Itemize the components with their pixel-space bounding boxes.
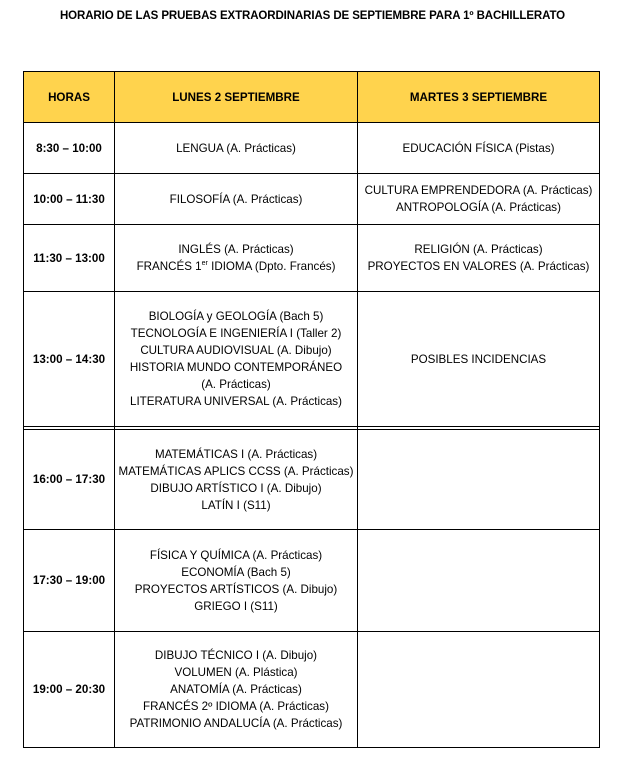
header-martes: MARTES 3 SEPTIEMBRE <box>358 72 600 123</box>
exam-item-text: FRANCÉS 1 <box>136 260 202 273</box>
monday-cell <box>115 632 358 748</box>
exam-item: MATEMÁTICAS I (A. Prácticas) <box>154 447 318 461</box>
ordinal-superscript: er <box>201 260 208 268</box>
exam-item: ANTROPOLOGÍA (A. Prácticas) <box>396 201 561 214</box>
exam-item: MATEMÁTICAS APLICS CCSS (A. Prácticas) <box>118 464 354 478</box>
exam-item: DIBUJO ARTÍSTICO I (A. Dibujo) <box>150 481 322 495</box>
exam-item: POSIBLES INCIDENCIAS <box>410 352 547 366</box>
header-row <box>24 72 600 123</box>
header-horas: HORAS <box>24 72 115 123</box>
exam-item: LATÍN I (S11) <box>201 498 271 512</box>
exam-item: PROYECTOS ARTÍSTICOS (A. Dibujo) <box>134 582 338 596</box>
time-cell: 10:00 – 11:30 <box>24 174 115 225</box>
exam-item: FRANCÉS 2º IDIOMA (A. Prácticas) <box>143 700 329 713</box>
time-cell: 16:00 – 17:30 <box>24 430 115 530</box>
exam-item: RELIGIÓN (A. Prácticas) <box>414 243 543 256</box>
exam-item: CULTURA AUDIOVISUAL (A. Dibujo) <box>140 344 332 357</box>
time-cell: 19:00 – 20:30 <box>24 632 115 748</box>
monday-cell <box>115 174 358 225</box>
tuesday-cell <box>358 123 600 174</box>
time-cell: 8:30 – 10:00 <box>24 123 115 174</box>
monday-cell <box>115 292 358 427</box>
tuesday-cell <box>358 225 600 292</box>
exam-item: TECNOLOGÍA E INGENIERÍA I (Taller 2) <box>130 327 342 340</box>
time-cell: 13:00 – 14:30 <box>24 292 115 427</box>
exam-item: FÍSICA Y QUÍMICA (A. Prácticas) <box>149 548 323 562</box>
time-cell: 11:30 – 13:00 <box>24 225 115 292</box>
tuesday-cell <box>358 174 600 225</box>
table-row <box>24 123 600 174</box>
table-row <box>24 174 600 225</box>
exam-item: PROYECTOS EN VALORES (A. Prácticas) <box>367 260 590 273</box>
exam-item: EDUCACIÓN FÍSICA (Pistas) <box>402 141 555 155</box>
exam-item: LENGUA (A. Prácticas) <box>176 141 296 155</box>
exam-item: GRIEGO I (S11) <box>194 599 278 613</box>
exam-item: PATRIMONIO ANDALUCÍA (A. Prácticas) <box>129 717 343 730</box>
exam-item <box>117 258 355 275</box>
monday-cell <box>115 430 358 530</box>
header-lunes: LUNES 2 SEPTIEMBRE <box>115 72 358 123</box>
exam-item: LITERATURA UNIVERSAL (A. Prácticas) <box>130 395 342 408</box>
exam-item: HISTORIA MUNDO CONTEMPORÁNEO <box>129 361 343 374</box>
table-row <box>24 530 600 632</box>
monday-cell <box>115 225 358 292</box>
exam-item: ANATOMÍA (A. Prácticas) <box>170 683 302 696</box>
monday-cell <box>115 530 358 632</box>
exam-item: CULTURA EMPRENDEDORA (A. Prácticas) <box>364 184 593 197</box>
exam-item-text: IDIOMA (Dpto. Francés) <box>207 260 336 273</box>
tuesday-cell <box>358 632 600 748</box>
table-row <box>24 632 600 748</box>
schedule-table <box>23 71 600 748</box>
tuesday-cell <box>358 530 600 632</box>
tuesday-cell <box>358 430 600 530</box>
exam-item: ECONOMÍA (Bach 5) <box>181 565 291 579</box>
document-title: HORARIO DE LAS PRUEBAS EXTRAORDINARIAS DE SEPTIEMBRE PARA 1º BACHILLERATO <box>59 10 566 22</box>
exam-item: BIOLOGÍA y GEOLOGÍA (Bach 5) <box>148 310 324 323</box>
exam-item: (A. Prácticas) <box>201 378 271 391</box>
table-row <box>24 430 600 530</box>
table-row <box>24 225 600 292</box>
exam-item: DIBUJO TÉCNICO I (A. Dibujo) <box>154 649 318 662</box>
exam-item: FILOSOFÍA (A. Prácticas) <box>169 192 303 206</box>
exam-item: VOLUMEN (A. Plástica) <box>174 666 298 679</box>
table-row <box>24 292 600 427</box>
monday-cell <box>115 123 358 174</box>
time-cell: 17:30 – 19:00 <box>24 530 115 632</box>
tuesday-cell <box>358 292 600 427</box>
exam-item: INGLÉS (A. Prácticas) <box>178 243 294 256</box>
